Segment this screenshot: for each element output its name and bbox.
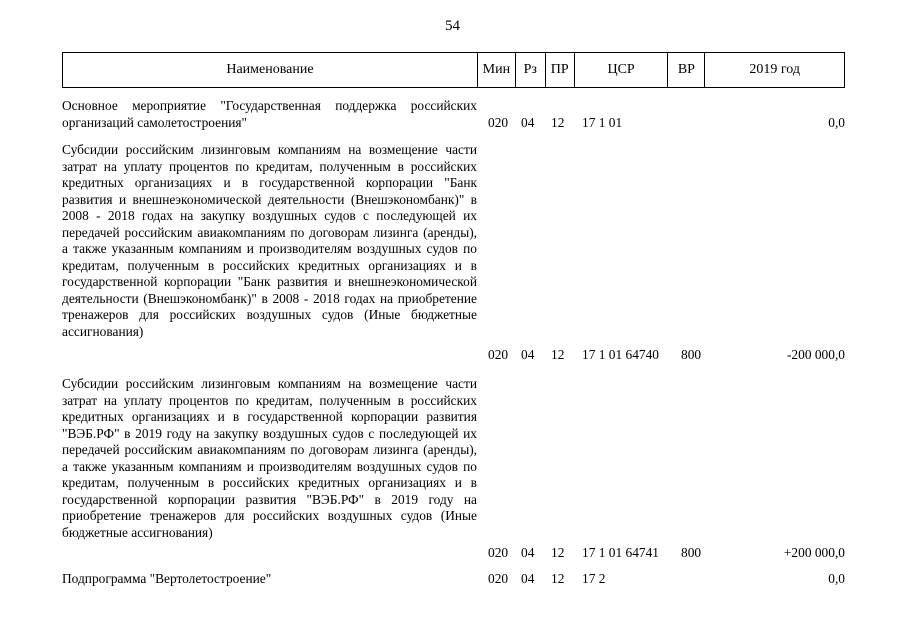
header-rz: Рз [516,53,546,87]
header-pr: ПР [546,53,575,87]
row-pr: 12 [551,545,565,560]
row-csr: 17 1 01 [582,115,623,130]
row-rz: 04 [521,571,535,586]
row-csr: 17 1 01 64740 [582,347,659,362]
row-vr: 800 [681,545,702,560]
row-amount: 0,0 [828,571,845,586]
row-min: 020 [488,571,509,586]
row-csr: 17 2 [582,571,606,586]
row-rz: 04 [521,545,535,560]
header-min: Мин [478,53,516,87]
row-min: 020 [488,545,509,560]
row-name: Основное мероприятие "Государственная поддержка российских организаций самолетостроения" [62,98,477,130]
page-number: 54 [445,18,460,34]
header-csr: ЦСР [575,53,669,87]
row-name: Субсидии российским лизинговым компаниям на возмещение части затрат на уплату процентов по кредитам, полученным в российских кредитных организациях и в государственной корпорации "Банк развития и внешнеэкономической деятельности (Внешэкономбанк)" в 2008 - 2018 годах на закупку воздушных судов с последующей их передачей российским авиакомпаниям по договорам лизинга (аренды), а также указанным компаниям и производителям воздушных судов по кредитам, полученным в российских кредитных организациях и в государственной корпорации "Банк развития и внешнеэкономической деятельности (Внешэкономбанк)" в 2008 - 2018 годах на приобретение тренажеров для российских воздушных судов (Иные бюджетные ассигнования) [62,142,477,339]
row-min: 020 [488,115,509,130]
row-amount: 0,0 [828,115,845,130]
row-pr: 12 [551,571,565,586]
row-pr: 12 [551,347,565,362]
header-vr: ВР [668,53,705,87]
header-name: Наименование [63,53,478,87]
row-rz: 04 [521,347,535,362]
header-year: 2019 год [749,62,800,77]
table-row [62,376,845,562]
row-pr: 12 [551,115,565,130]
table-row [62,142,845,364]
row-rz: 04 [521,115,535,130]
row-name: Подпрограмма "Вертолетостроение" [62,571,272,586]
row-amount: -200 000,0 [786,347,845,362]
row-name: Субсидии российским лизинговым компаниям на возмещение части затрат на уплату процентов по кредитам, полученным в российских кредитных организациях и в государственной корпорации развития "ВЭБ.РФ" в 2019 году на закупку воздушных судов с последующей их передачей российским авиакомпаниям по договорам лизинга (аренды), а также указанным компаниям и производителям воздушных судов по кредитам, полученным в российских кредитных организациях и в государственной корпорации развития "ВЭБ.РФ" в 2019 году на приобретение тренажеров для российских воздушных судов (Иные бюджетные ассигнования) [62,376,477,540]
table-header [62,52,845,88]
table-row [62,98,845,132]
row-min: 020 [488,347,509,362]
row-vr: 800 [681,347,702,362]
row-csr: 17 1 01 64741 [582,545,659,560]
row-amount: +200 000,0 [783,545,845,560]
table-row [62,571,845,589]
